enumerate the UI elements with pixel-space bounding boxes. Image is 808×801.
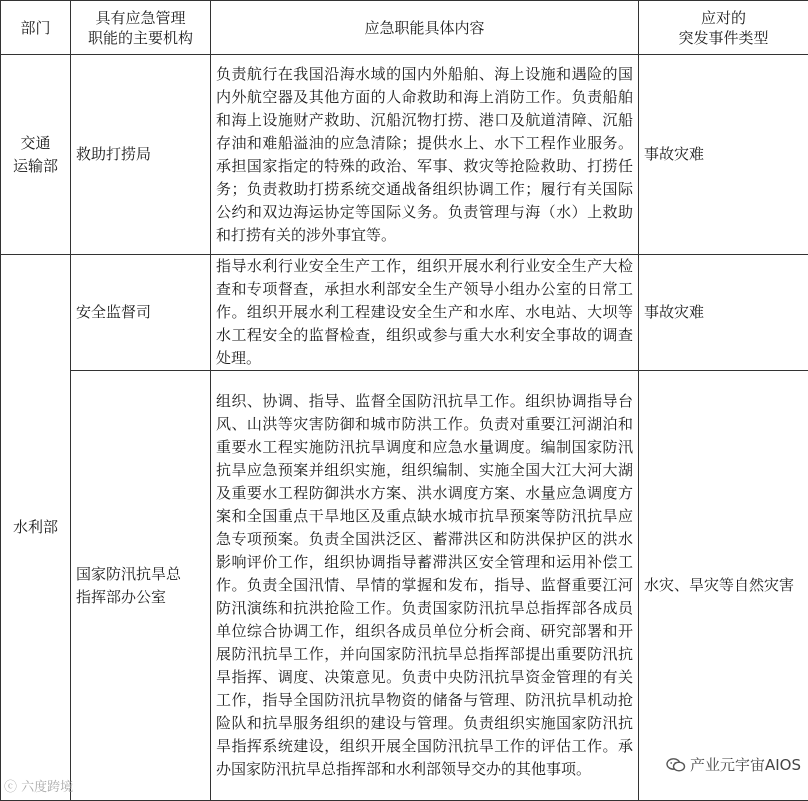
- header-type: 应对的 突发事件类型: [639, 1, 808, 55]
- header-dept: 部门: [1, 1, 71, 55]
- table-row: [1, 255, 808, 371]
- watermark-right: [663, 753, 804, 776]
- header-content: 应急职能具体内容: [211, 1, 639, 55]
- watermark-left-text: ⓒ 六度跨境: [4, 780, 73, 795]
- watermark-left: [4, 776, 73, 795]
- type-cell: 事故灾难: [639, 255, 808, 371]
- dept-cell: 水利部: [1, 255, 71, 801]
- org-cell: 救助打捞局: [71, 55, 211, 255]
- header-row: [1, 1, 808, 55]
- org-cell: 安全监督司: [71, 255, 211, 371]
- wechat-icon: [666, 757, 686, 773]
- header-org: 具有应急管理 职能的主要机构: [71, 1, 211, 55]
- content-cell: 负责航行在我国沿海水域的国内外船舶、海上设施和遇险的国内外航空器及其他方面的人命救助和海上消防工作。负责船舶和海上设施财产救助、沉船沉物打捞、港口及航道清障、沉船存油和难船溢油的应急清除；提供水上、水下工程作业服务。承担国家指定的特殊的政治、军事、救灾等抢险救助、打捞任务；负责救助打捞系统交通战备组织协调工作；履行有关国际公约和双边海运协定等国际义务。负责管理与海（水）上救助和打捞有关的涉外事宜等。: [211, 55, 639, 255]
- dept-cell: 交通 运输部: [1, 55, 71, 255]
- type-cell: 事故灾难: [639, 55, 808, 255]
- content-cell: 组织、协调、指导、监督全国防汛抗旱工作。组织协调指导台风、山洪等灾害防御和城市防洪工作。负责对重要江河湖泊和重要水工程实施防汛抗旱调度和应急水量调度。编制国家防汛抗旱应急预案并组织实施，组织编制、实施全国大江大河大湖及重要水工程防御洪水方案、洪水调度方案、水量应急调度方案和全国重点干旱地区及重点缺水城市抗旱预案等防汛抗旱应急专项预案。负责全国洪泛区、蓄滞洪区和防洪保护区的洪水影响评价工作，组织协调指导蓄滞洪区安全管理和运用补偿工作。负责全国汛情、旱情的掌握和发布，指导、监督重要江河防汛演练和抗洪抢险工作。负责国家防汛抗旱总指挥部各成员单位综合协调工作，组织各成员单位分析会商、研究部署和开展防汛抗旱工作，并向国家防汛抗旱总指挥部提出重要防汛抗旱指挥、调度、决策意见。负责中央防汛抗旱资金管理的有关工作，指导全国防汛抗旱物资的储备与管理、防汛抗旱机动抢险队和抗旱服务组织的建设与管理。负责组织实施国家防汛抗旱指挥系统建设，组织开展全国防汛抗旱工作的评估工作。承办国家防汛抗旱总指挥部和水利部领导交办的其他事项。: [211, 371, 639, 801]
- table-row: [1, 371, 808, 801]
- content-cell: 指导水利行业安全生产工作，组织开展水利行业安全生产大检查和专项督查，承担水利部安全生产领导小组办公室的日常工作。组织开展水利工程建设安全生产和水库、水电站、大坝等水工程安全的监督检查，组织或参与重大水利安全事故的调查处理。: [211, 255, 639, 371]
- org-cell: 国家防汛抗旱总 指挥部办公室: [71, 371, 211, 801]
- type-cell: 水灾、旱灾等自然灾害: [639, 371, 808, 801]
- watermark-right-text: 产业元宇宙AIOS: [690, 754, 801, 775]
- table-row: [1, 55, 808, 255]
